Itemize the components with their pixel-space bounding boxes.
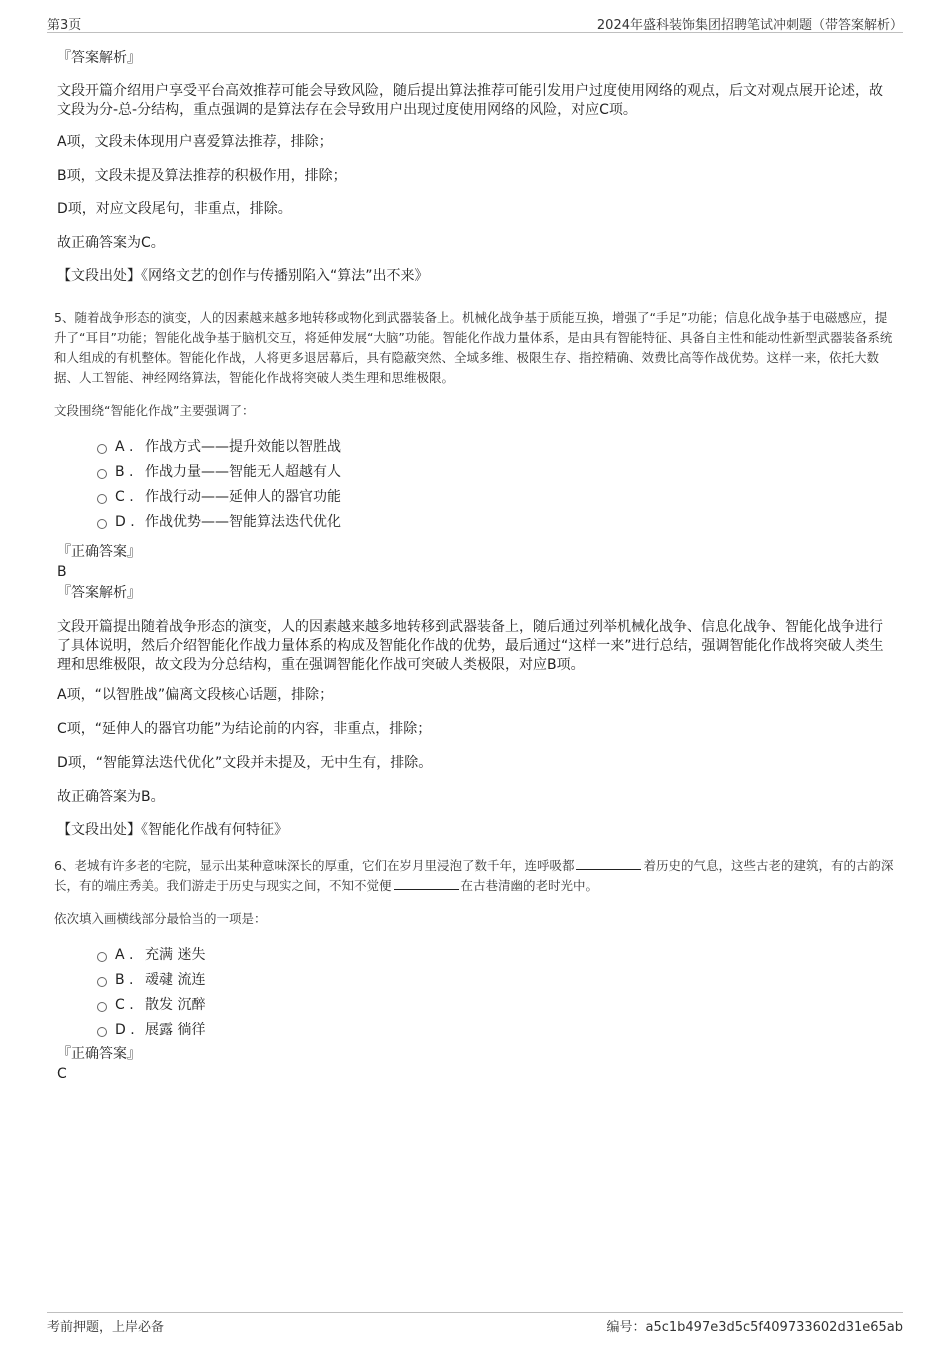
q5-option-c[interactable]: C . 作战行动——延伸人的器官功能 [57, 485, 457, 510]
page-footer [47, 1312, 903, 1335]
q6-answer-label: 『正确答案』 [57, 1046, 141, 1062]
q4-point-d: D项，对应文段尾句，非重点，排除。 [57, 201, 292, 217]
q5-option-d[interactable]: D . 作战优势——智能算法迭代优化 [57, 510, 457, 535]
q5-analysis-label: 『答案解析』 [57, 585, 141, 601]
document-title: 2024年盛科装饰集团招聘笔试冲刺题（带答案解析） [596, 18, 903, 33]
footer-slogan: 考前押题，上岸必备 [47, 1320, 165, 1335]
q6-option-a[interactable]: A . 充满 迷失 [57, 943, 457, 968]
radio-icon[interactable] [97, 977, 107, 987]
q5-answer-label: 『正确答案』 [57, 544, 141, 560]
q4-analysis-text: 文段开篇介绍用户享受平台高效推荐可能会导致风险，随后提出算法推荐可能引发用户过度使用网络的观点，后文对观点展开论述，故文段为分-总-分结构，重点强调的是算法存在会导致用户出现过度使用网络的风险，对应C项。 [57, 83, 883, 118]
page-header [47, 12, 903, 33]
q4-conclusion: 故正确答案为C。 [57, 235, 165, 251]
q6-stem: 6、老城有许多老的宅院，显示出某种意味深长的厚重，它们在岁月里浸泡了数千年，连呼吸都 着历史的气息，这些古老的建筑，有的古韵深长，有的端庄秀美。我们游走于历史与现实之间，不知不觉便 在古巷清幽的老时光中。 [54, 858, 894, 893]
radio-icon[interactable] [97, 444, 107, 454]
q5-question: 文段围绕“智能化作战”主要强调了： [54, 403, 255, 418]
q6-option-c[interactable]: C . 散发 沉醉 [57, 993, 457, 1018]
q5-options [57, 435, 457, 535]
radio-icon[interactable] [97, 469, 107, 479]
q4-point-b: B项，文段未提及算法推荐的积极作用，排除； [57, 168, 347, 184]
q4-analysis-label: 『答案解析』 [57, 50, 141, 66]
q5-analysis-text: 文段开篇提出随着战争形态的演变，人的因素越来越多地转移到武器装备上，随后通过列举机械化战争、信息化战争、智能化战争进行了具体说明，然后介绍智能化作战力量体系的构成及智能化作战的优势，最后通过“这样一来”进行总结，强调智能化作战将突破人类生理和思维极限，故文段为分总结构，重在强调智能化作战可突破人类极限，对应B项。 [57, 619, 884, 673]
q5-conclusion: 故正确答案为B。 [57, 789, 165, 805]
q6-question: 依次填入画横线部分最恰当的一项是： [54, 911, 267, 926]
q5-answer: B [57, 564, 67, 580]
q5-source: 【文段出处】《智能化作战有何特征》 [57, 822, 288, 838]
q4-point-a: A项，文段未体现用户喜爱算法推荐，排除； [57, 134, 333, 150]
q5-stem: 5、随着战争形态的演变，人的因素越来越多地转移或物化到武器装备上。机械化战争基于质能互换，增强了“手足”功能；信息化战争基于电磁感应，提升了“耳目”功能；智能化战争基于脑机交互，将延伸发展“大脑”功能。智能化作战力量体系，是由具有智能特征、具备自主性和能动性新型武器装备系统和人组成的有机整体。智能化作战，人将更多退居幕后，具有隐蔽突然、全域多维、极限生存、指控精确、效费比高等作战优势。这样一来，依托大数据、人工智能、神经网络算法，智能化作战将突破人类生理和思维极限。 [54, 310, 893, 385]
q6-option-d[interactable]: D . 展露 徜徉 [57, 1018, 457, 1043]
q5-option-b[interactable]: B . 作战力量——智能无人超越有人 [57, 460, 457, 485]
radio-icon[interactable] [97, 952, 107, 962]
document-id: 编号：a5c1b497e3d5c5f409733602d31e65ab [606, 1320, 903, 1335]
radio-icon[interactable] [97, 519, 107, 529]
q4-source: 【文段出处】《网络文艺的创作与传播别陷入“算法”出不来》 [57, 268, 429, 284]
page-number: 第3页 [47, 18, 82, 33]
fill-blank-2 [394, 877, 459, 890]
q5-point-c: C项，“延伸人的器官功能”为结论前的内容，非重点，排除； [57, 721, 432, 737]
radio-icon[interactable] [97, 494, 107, 504]
radio-icon[interactable] [97, 1027, 107, 1037]
q6-answer: C [57, 1066, 67, 1082]
q6-options [57, 943, 457, 1043]
q5-option-a[interactable]: A . 作战方式——提升效能以智胜战 [57, 435, 457, 460]
radio-icon[interactable] [97, 1002, 107, 1012]
q5-point-d: D项，“智能算法迭代优化”文段并未提及，无中生有，排除。 [57, 755, 433, 771]
q5-point-a: A项，“以智胜战”偏离文段核心话题，排除； [57, 687, 334, 703]
q6-option-b[interactable]: B . 叆叇 流连 [57, 968, 457, 993]
fill-blank-1 [576, 857, 641, 870]
